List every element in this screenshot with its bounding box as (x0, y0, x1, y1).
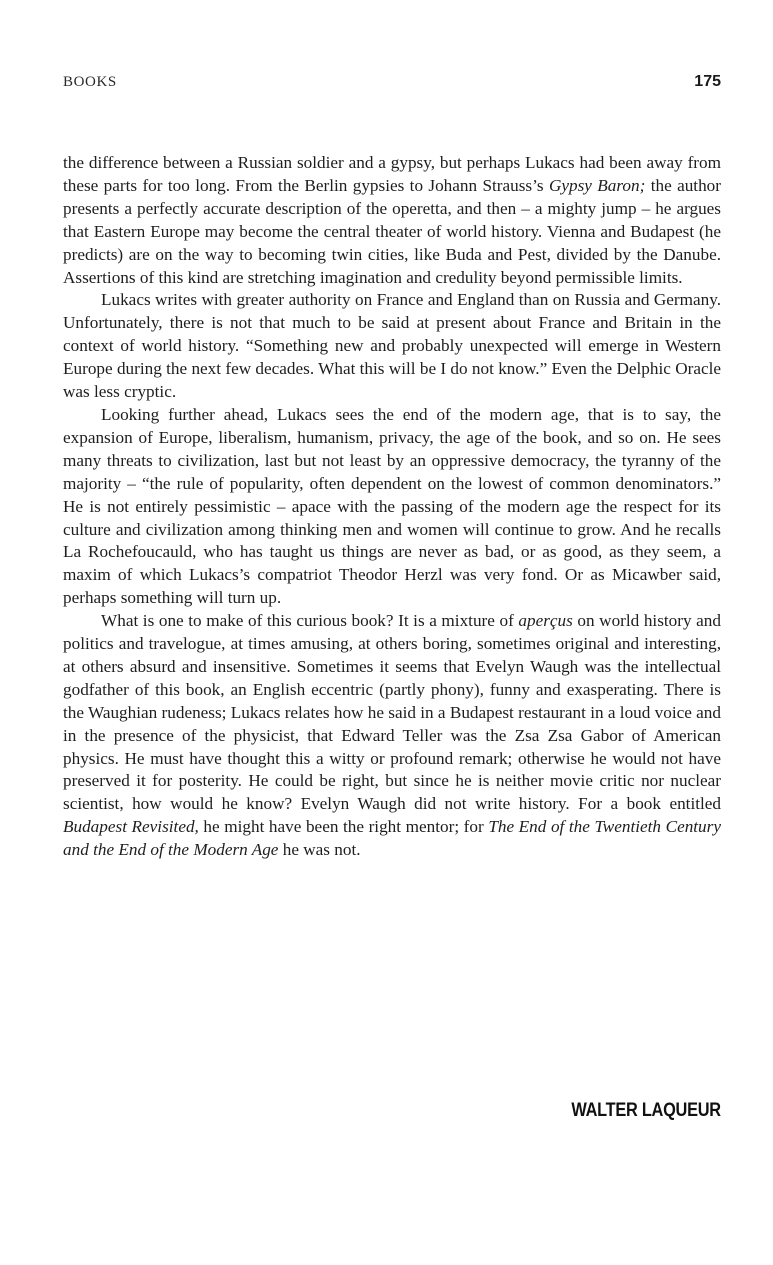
italic-text: The End of the Twentieth Century and the End of the Modern Age (63, 817, 721, 860)
text-segment: on world history and politics and travelogue, at times amusing, at others boring, sometimes original and interesting, at others absurd and insensitive. Sometimes it seems that Evelyn Waugh was the intellectual godfather of this book, an English eccentric (partly phony), funny and exasperating. There is the Waughian rudeness; Lukacs relates how he said in a Budapest restaurant in a loud voice and in the presence of the physicist, that Edward Teller was the Zsa Zsa Gabor of American physics. He must have thought this a witty or profound remark; otherwise he would not have preserved it for posterity. He could be right, but since he is neither movie critic nor nuclear scientist, how would he know? Evelyn Waugh did not write history. For a book entitled (63, 611, 721, 814)
paragraph (63, 152, 721, 289)
text-segment: he was not. (278, 840, 361, 860)
text-segment: Lukacs writes with greater authority on France and England than on Russia and Germany. Unfortunately, there is not that much to be said at present about France and Britain in the context of world history. “Something new and probably unexpected will emerge in Western Europe during the next few decades. What this will be I do not know.” Even the Delphic Oracle was less cryptic. (63, 290, 721, 402)
text-segment: What is one to make of this curious book? It is a mixture of (101, 611, 519, 631)
article-body (63, 152, 721, 862)
paragraph (63, 289, 721, 404)
text-segment: Looking further ahead, Lukacs sees the end of the modern age, that is to say, the expansion of Europe, liberalism, humanism, privacy, the age of the book, and so on. He sees many threats to civilization, last but not least by an oppressive democracy, the tyranny of the majority – “the rule of popularity, often dependent on the lowest of common denominators.” He is not entirely pessimistic – apace with the passing of the modern age the respect for its culture and civilization among thinking men and women will continue to grow. And he recalls La Rochefoucauld, who has taught us things are never as bad, or as good, as they seem, a maxim of which Lukacs’s compatriot Theodor Herzl was very fond. Or as Micawber said, perhaps something will turn up. (63, 404, 721, 608)
italic-text: Gypsy Baron; (548, 175, 646, 195)
text-segment: the author presents a perfectly accurate description of the operetta, and then – a mighty jump – he argues that Eastern Europe may become the central theater of world history. Vienna and Budapest (he predicts) are on the way to becoming twin cities, like Buda and Pest, divided by the Danube. Assertions of this kind are stretching imagination and credulity beyond permissible limits. (63, 175, 721, 287)
paragraph (63, 404, 721, 610)
italic-text: Budapest Revisited, (63, 817, 199, 837)
italic-text: aperçus (518, 611, 573, 631)
text-segment: the difference between a Russian soldier and a gypsy, but perhaps Lukacs had been away from these parts for too long. From the Berlin gypsies to Johann Strauss’s (63, 153, 721, 195)
section-name: BOOKS (63, 74, 117, 90)
page-number: 175 (694, 73, 721, 90)
author-signature: WALTER LAQUEUR (571, 1100, 721, 1121)
text-segment: he might have been the right mentor; for (198, 817, 489, 837)
running-head (63, 74, 721, 98)
paragraph (63, 610, 721, 862)
